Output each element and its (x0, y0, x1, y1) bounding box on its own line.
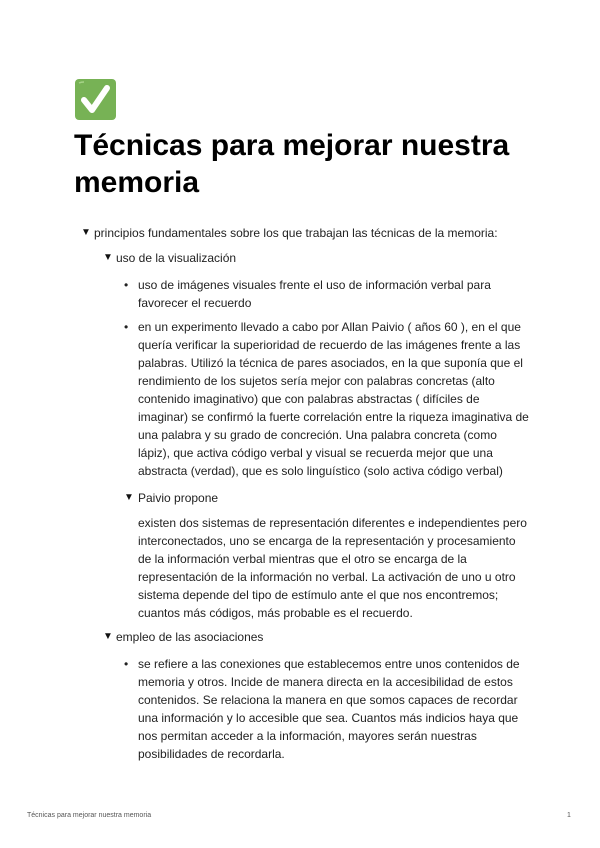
outline-item-principles: principios fundamentales sobre los que trabajan las técnicas de la memoria: (94, 226, 498, 240)
collapse-triangle-icon[interactable]: ▼ (103, 631, 113, 642)
bullet-icon: • (124, 320, 129, 334)
outline-item-paivio: Paivio propone (138, 491, 219, 505)
check-mark-button-icon (75, 79, 116, 120)
list-item: en un experimento llevado a cabo por Allan Paivio ( años 60 ), en el que quería verificar la superioridad de recuerdo de las imágenes frente a las palabras. Utilizó la técnica de pares asociados, en la que suponía que el rendimiento de los sujetos sería mejor con palabras concretas (alto contenido imaginativo) que con palabras abstractas ( difíciles de imaginar) se confirmó la fuerte correlación entre la riqueza imaginativa de una palabra y su grado de concreción. Una palabra concreta (como lápiz), que activa código verbal y visual se recuerda mejor que una abstracta (verdad), que es solo linguístico (solo activa código verbal) (138, 320, 529, 478)
page-number: 1 (567, 812, 571, 819)
collapse-triangle-icon[interactable]: ▼ (103, 252, 113, 263)
footer-title: Técnicas para mejorar nuestra memoria (27, 812, 152, 819)
bullet-icon: • (124, 278, 129, 292)
list-item: se refiere a las conexiones que establecemos entre unos contenidos de memoria y otros. Incide de manera directa en la accesibilidad de estos contenidos. Se relaciona la manera en que somos capaces de recordar una información y lo accesible que sea. Cuantos más indicios haya que nos permitan acceder a la información, mayores serán nuestras posibilidades de recordarla. (138, 657, 520, 761)
outline-item-associations: empleo de las asociaciones (116, 630, 264, 644)
collapse-triangle-icon[interactable]: ▼ (81, 227, 91, 238)
page-title: Técnicas para mejorar nuestra memoria (74, 129, 510, 199)
collapse-triangle-icon[interactable]: ▼ (124, 492, 134, 503)
outline-item-visualization: uso de la visualización (116, 251, 237, 265)
paivio-description: existen dos sistemas de representación diferentes e independientes pero interconectados, uno se encarga de la representación y procesamiento de la información verbal mientras que el otro se encarga de la representación de la información no verbal. La activación de uno u otro sistema depende del tipo de estímulo ante el que nos encontremos; cuantos más códigos, más probable es el recuerdo. (138, 516, 527, 620)
bullet-icon: • (124, 657, 129, 671)
list-item: uso de imágenes visuales frente el uso de información verbal para favorecer el recuerdo (138, 278, 491, 310)
